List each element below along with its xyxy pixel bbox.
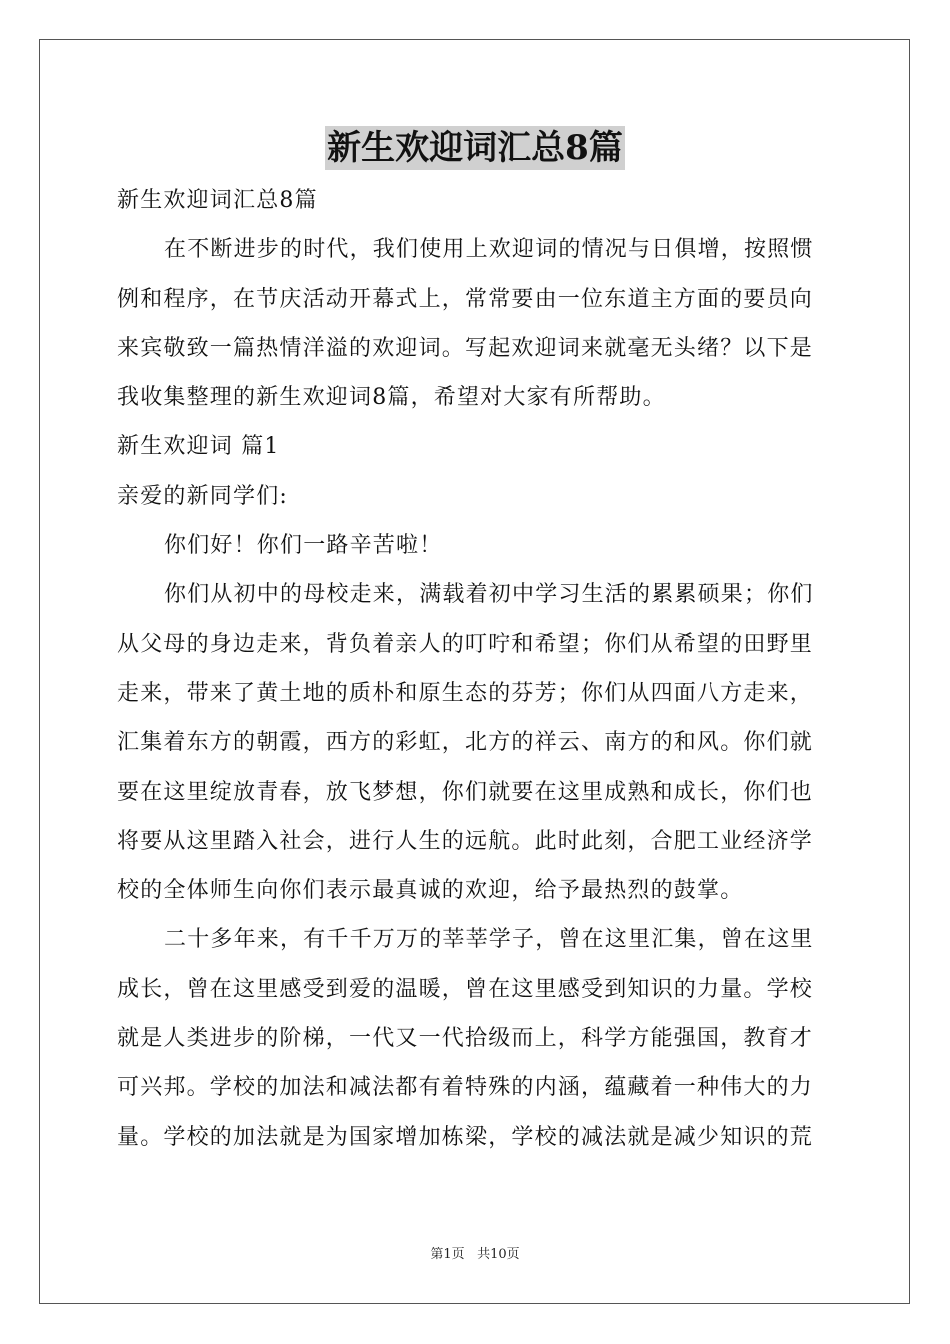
text-line: 二十多年来，有千千万万的莘莘学子，曾在这里汇集，曾在这里	[164, 927, 814, 953]
page-number-total: 共10页	[477, 1247, 520, 1262]
text-line: 我收集整理的新生欢迎词8篇，希望对大家有所帮助。	[117, 385, 666, 411]
text-line: 可兴邦。学校的加法和减法都有着特殊的内涵，蕴藏着一种伟大的力	[117, 1075, 814, 1101]
page-footer	[0, 1246, 950, 1264]
text-line: 例和程序，在节庆活动开幕式上，常常要由一位东道主方面的要员向	[117, 286, 814, 312]
text-line: 你们从初中的母校走来，满载着初中学习生活的累累硕果；你们	[164, 582, 814, 608]
text-line: 新生欢迎词汇总8篇	[117, 188, 318, 213]
text-line: 汇集着东方的朝霞，西方的彩虹，北方的祥云、南方的和风。你们就	[117, 730, 814, 756]
title-container	[0, 126, 950, 170]
text-line: 校的全体师生向你们表示最真诚的欢迎，给予最热烈的鼓掌。	[117, 878, 744, 904]
text-line: 新生欢迎词 篇1	[117, 434, 280, 460]
text-line: 要在这里绽放青春，放飞梦想，你们就要在这里成熟和成长，你们也	[117, 779, 814, 805]
document-body	[117, 176, 833, 1162]
text-line: 就是人类进步的阶梯，一代又一代拾级而上，科学方能强国，教育才	[117, 1026, 814, 1052]
text-line: 从父母的身边走来，背负着亲人的叮咛和希望；你们从希望的田野里	[117, 631, 814, 657]
page-number-current: 第1页	[430, 1247, 465, 1262]
text-line: 量。学校的加法就是为国家增加栋梁，学校的减法就是减少知识的荒	[117, 1124, 814, 1150]
text-line: 来宾敬致一篇热情洋溢的欢迎词。写起欢迎词来就毫无头绪？以下是	[117, 335, 814, 361]
text-line: 成长，曾在这里感受到爱的温暖，曾在这里感受到知识的力量。学校	[117, 976, 814, 1002]
text-line: 在不断进步的时代，我们使用上欢迎词的情况与日俱增，按照惯	[164, 237, 814, 263]
document-title: 新生欢迎词汇总8篇	[327, 128, 623, 168]
text-line: 走来，带来了黄土地的质朴和原生态的芬芳；你们从四面八方走来，	[117, 680, 814, 706]
text-line: 你们好！你们一路辛苦啦！	[164, 533, 443, 559]
text-line: 亲爱的新同学们:	[117, 483, 289, 509]
text-line: 将要从这里踏入社会，进行人生的远航。此时此刻，合肥工业经济学	[117, 828, 814, 854]
